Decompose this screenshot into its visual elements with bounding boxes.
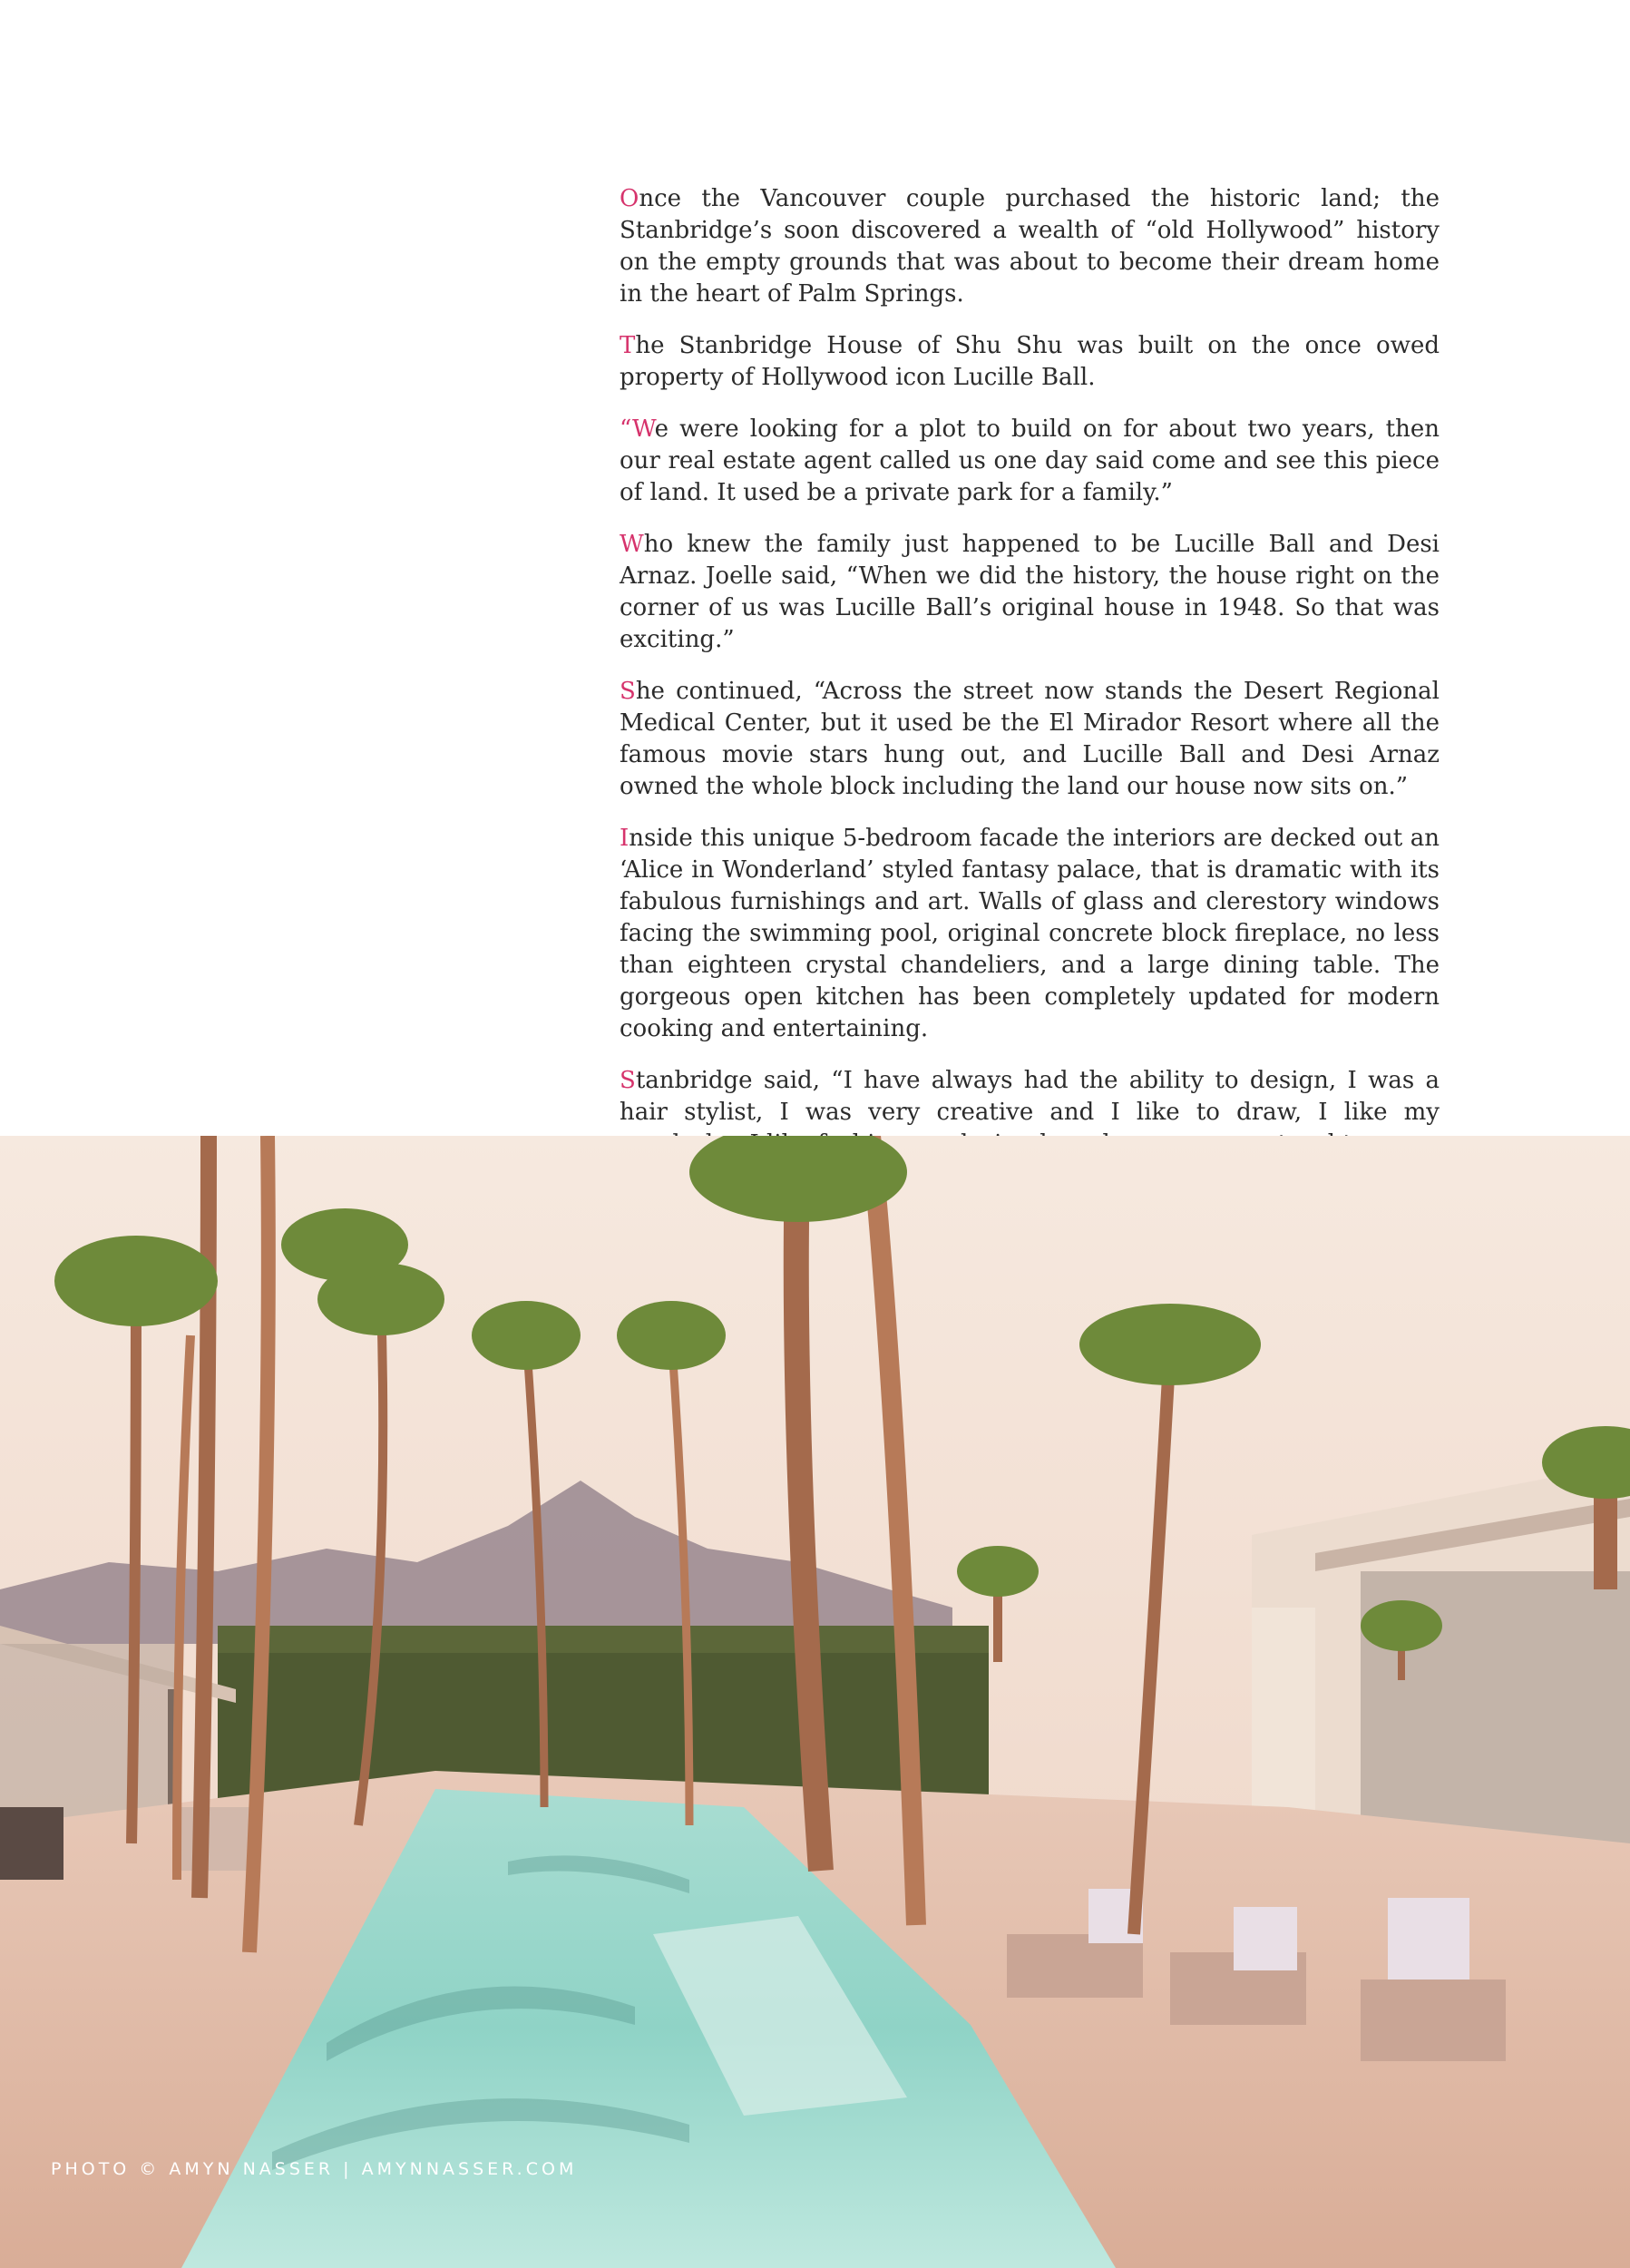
- drop-cap: O: [620, 185, 639, 212]
- paragraph-5: [620, 676, 1440, 803]
- drop-cap: T: [620, 332, 636, 359]
- paragraph-4: [620, 529, 1440, 656]
- drop-cap: S: [620, 678, 636, 705]
- paragraph-text: he Stanbridge House of Shu Shu was built on the once owed property of Hollywood icon Lucille Ball.: [620, 332, 1440, 391]
- pool-photo-illustration: [0, 1136, 1630, 2268]
- paragraph-text: tanbridge said, “I have always had the ability to design, I was a hair stylist, I was very creative and I like to draw, I like my: [620, 1067, 1440, 1126]
- paragraph-text: nside this unique 5-bedroom facade the interiors are decked out an ‘Alice in Wonderland’ styled fantasy palace, that is dramatic with its fabulous furnishings and art. Walls of glass and clerestory windows facing the swimming pool, original concrete block fireplace, no less than eighteen crystal chandeliers, and a large dining table. The gorgeous open kitchen has been completely updated for modern cooking and entertaining.: [620, 825, 1440, 1042]
- paragraph-text: he continued, “Across the street now stands the Desert Regional Medical Center, but it used be the El Mirador Resort where all the famous movie stars hung out, and Lucille Ball and Desi Arnaz owned the whole block including the land our house now sits on.”: [620, 678, 1440, 800]
- drop-cap: I: [620, 825, 630, 852]
- drop-cap: “W: [620, 415, 655, 443]
- paragraph-1: [620, 183, 1440, 310]
- paragraph-6: [620, 823, 1440, 1045]
- pool-photo: [0, 1136, 1630, 2268]
- drop-cap: S: [620, 1067, 636, 1094]
- paragraph-text: ho knew the family just happened to be Lucille Ball and Desi Arnaz. Joelle said, “When we did the history, the house right on the corner of us was Lucille Ball’s original house in 1948. So that was exciting.”: [620, 531, 1440, 653]
- drop-cap: W: [620, 531, 644, 558]
- paragraph-text: e were looking for a plot to build on for about two years, then our real estate agent called us one day said come and see this piece of land. It used be a private park for a family.”: [620, 415, 1440, 506]
- paragraph-text: nce the Vancouver couple purchased the historic land; the Stanbridge’s soon discovered a wealth of “old Hollywood” history on the empty grounds that was about to become their dream home in the heart of Palm Springs.: [620, 185, 1440, 308]
- photo-credit: PHOTO © AMYN NASSER | AMYNNASSER.COM: [51, 2159, 578, 2179]
- article-body: [620, 183, 1440, 1180]
- paragraph-2: [620, 330, 1440, 394]
- paragraph-3: [620, 414, 1440, 509]
